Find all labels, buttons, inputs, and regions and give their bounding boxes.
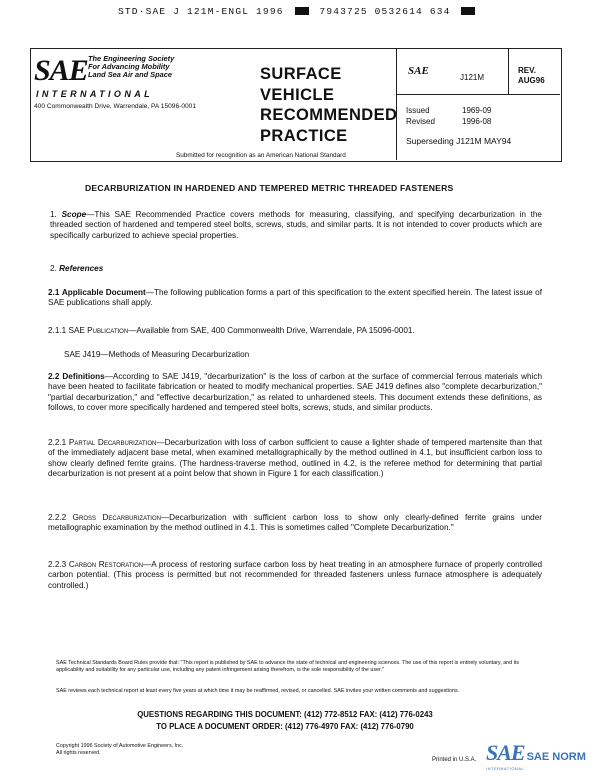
superseding-note: Superseding J121M MAY94: [406, 136, 512, 146]
section-number: 2.2.1: [48, 438, 67, 447]
revised-label: Revised: [406, 117, 435, 126]
title-line: RECOMMENDED: [260, 106, 398, 124]
sae-small-logo: SAE: [408, 65, 429, 77]
section-references: [50, 264, 103, 274]
document-number: J121M: [460, 73, 485, 82]
sae-tagline: [88, 55, 174, 80]
issued-date: 1969-09: [462, 106, 492, 115]
sae-norm-watermark: [486, 740, 586, 771]
issued-labels: [406, 105, 435, 127]
title-line: SURFACE: [260, 65, 342, 83]
watermark-sub: INTERNATIONAL: [486, 766, 525, 771]
section-definitions: [48, 372, 542, 414]
document-type-title: [260, 64, 397, 146]
rights-line: All rights reserved.: [56, 750, 101, 756]
section-partial-decarburization: [48, 438, 542, 480]
tagline-line: For Advancing Mobility: [88, 62, 170, 72]
barcode-block-end: [461, 7, 475, 15]
reference-j419: SAE J419—Methods of Measuring Decarburization: [64, 350, 250, 359]
revision-value: AUG96: [518, 76, 545, 85]
header-divider-horizontal: [396, 94, 560, 95]
section-applicable-document: [48, 288, 542, 309]
section-heading: Carbon Restoration: [68, 560, 144, 569]
ansi-submission-note: Submitted for recognition as an American National Standard: [176, 152, 346, 159]
copyright-block: [56, 743, 183, 757]
document-code-left: STD·SAE J 121M-ENGL 1996: [118, 6, 284, 17]
section-heading: Partial Decarburization: [68, 438, 157, 447]
section-number: 2.2.2: [48, 513, 67, 522]
section-text: —Decarburization with sufficient carbon loss to show only clearly-defined ferrite grains under metallographic examination by the method outlined in 4.1. This is sometimes called "Complete Decarburization.": [48, 513, 543, 533]
section-gross-decarburization: [48, 513, 542, 534]
tagline-line: Land Sea Air and Space: [88, 70, 172, 80]
watermark-label: SAE NORM: [526, 751, 586, 763]
document-code-line: [118, 6, 479, 17]
section-number: 1.: [50, 210, 57, 219]
questions-contact: QUESTIONS REGARDING THIS DOCUMENT: (412) 772-8512 FAX: (412) 776-0243: [137, 710, 433, 719]
revision-label: REV.: [518, 66, 536, 75]
review-note: SAE reviews each technical report at least every five years at which time it may be reaffirmed, revised, or cancelled. SAE invites your written comments and suggestions.: [56, 688, 460, 694]
copyright-line: Copyright 1996 Society of Automotive Engineers, Inc.: [56, 743, 184, 749]
document-title: DECARBURIZATION IN HARDENED AND TEMPERED METRIC THREADED FASTENERS: [85, 183, 454, 193]
watermark-logo: SAE: [486, 740, 525, 765]
revision-box: [518, 66, 545, 86]
section-text: —This SAE Recommended Practice covers methods for measuring, classifying, and specifying decarburization in the threaded section of hardened and tempered steel bolts, screws, studs, and similar parts. It is not intended to cover products which are specifically carburized to achieve special properties.: [50, 210, 542, 240]
header-divider-rev: [508, 48, 509, 94]
printed-in: Printed in U.S.A.: [432, 757, 477, 763]
technical-board-rules: SAE Technical Standards Board Rules provide that: "This report is published by SAE to advance the state of technical and engineering sciences. The use of this report is entirely voluntary, and its applicability and suitability for any particular use, including any patent infringement arising therefrom, is the sole responsibility of the user.": [56, 660, 520, 673]
section-text: —The following publication forms a part of this specification to the extent specified herein. The latest issue of SAE publications shall apply.: [48, 288, 542, 308]
sae-logo: SAE: [34, 54, 88, 87]
barcode-block: [295, 7, 309, 15]
section-heading: Applicable Document: [61, 288, 146, 297]
section-number: 2.2.3: [48, 560, 67, 569]
title-line: PRACTICE: [260, 126, 348, 145]
section-heading: SAE Publication: [68, 326, 129, 335]
issued-dates: [462, 105, 491, 127]
section-sae-publication: [48, 326, 542, 336]
section-number: 2.1.1: [48, 326, 67, 335]
section-carbon-restoration: [48, 560, 542, 591]
sae-international: INTERNATIONAL: [36, 89, 154, 99]
section-number: 2.: [50, 264, 57, 273]
issued-label: Issued: [406, 106, 430, 115]
sae-address: 400 Commonwealth Drive, Warrendale, PA 15096-0001: [34, 103, 196, 110]
tagline-line: The Engineering Society: [88, 54, 175, 63]
section-scope: [50, 210, 542, 241]
title-line: VEHICLE: [260, 85, 335, 104]
order-contact: TO PLACE A DOCUMENT ORDER: (412) 776-4970 FAX: (412) 776-0790: [156, 722, 414, 731]
section-text: —A process of restoring surface carbon loss by heat treating in an atmosphere furnace of properly controlled carbon potential. (This process is permitted but not recommended for threaded fasteners unless furnace atmosphere is adequately controlled.): [48, 560, 543, 590]
section-heading: Scope: [61, 210, 87, 219]
section-text: —According to SAE J419, "decarburization" is the loss of carbon at the surface of commercial ferrous materials which have been heated to facilitate fabrication or heated to modify mechanical properties. SAE J419 defines also "complete decarburization," "partial decarburization," and "effective decarburization," as related to unhardened steels. This document extends these definitions, as follows, to cover more specifically hardened and tempered steel bolts, screws, studs, and similar products.: [48, 372, 542, 413]
section-heading: Definitions: [62, 372, 105, 381]
section-text: —Decarburization with loss of carbon sufficient to cause a lighter shade of tempered martensite than that of the immediately adjacent base metal, when examined metallographically by the method outlined in 4.1, but insufficient carbon loss to show clearly defined ferrite grains. (The hardness-traverse method, outlined in 4.2, is the referee method for determining that partial decarburization is not present at a point below that shown in Figure 1 for each classification.): [48, 438, 543, 479]
revised-date: 1996-08: [462, 117, 492, 126]
document-code-right: 7943725 0532614 634: [319, 6, 451, 17]
section-heading: References: [59, 264, 104, 273]
section-number: 2.2: [48, 372, 60, 381]
section-text: —Available from SAE, 400 Commonwealth Drive, Warrendale, PA 15096-0001.: [128, 326, 415, 335]
section-heading: Gross Decarburization: [72, 513, 161, 522]
section-number: 2.1: [48, 288, 60, 297]
